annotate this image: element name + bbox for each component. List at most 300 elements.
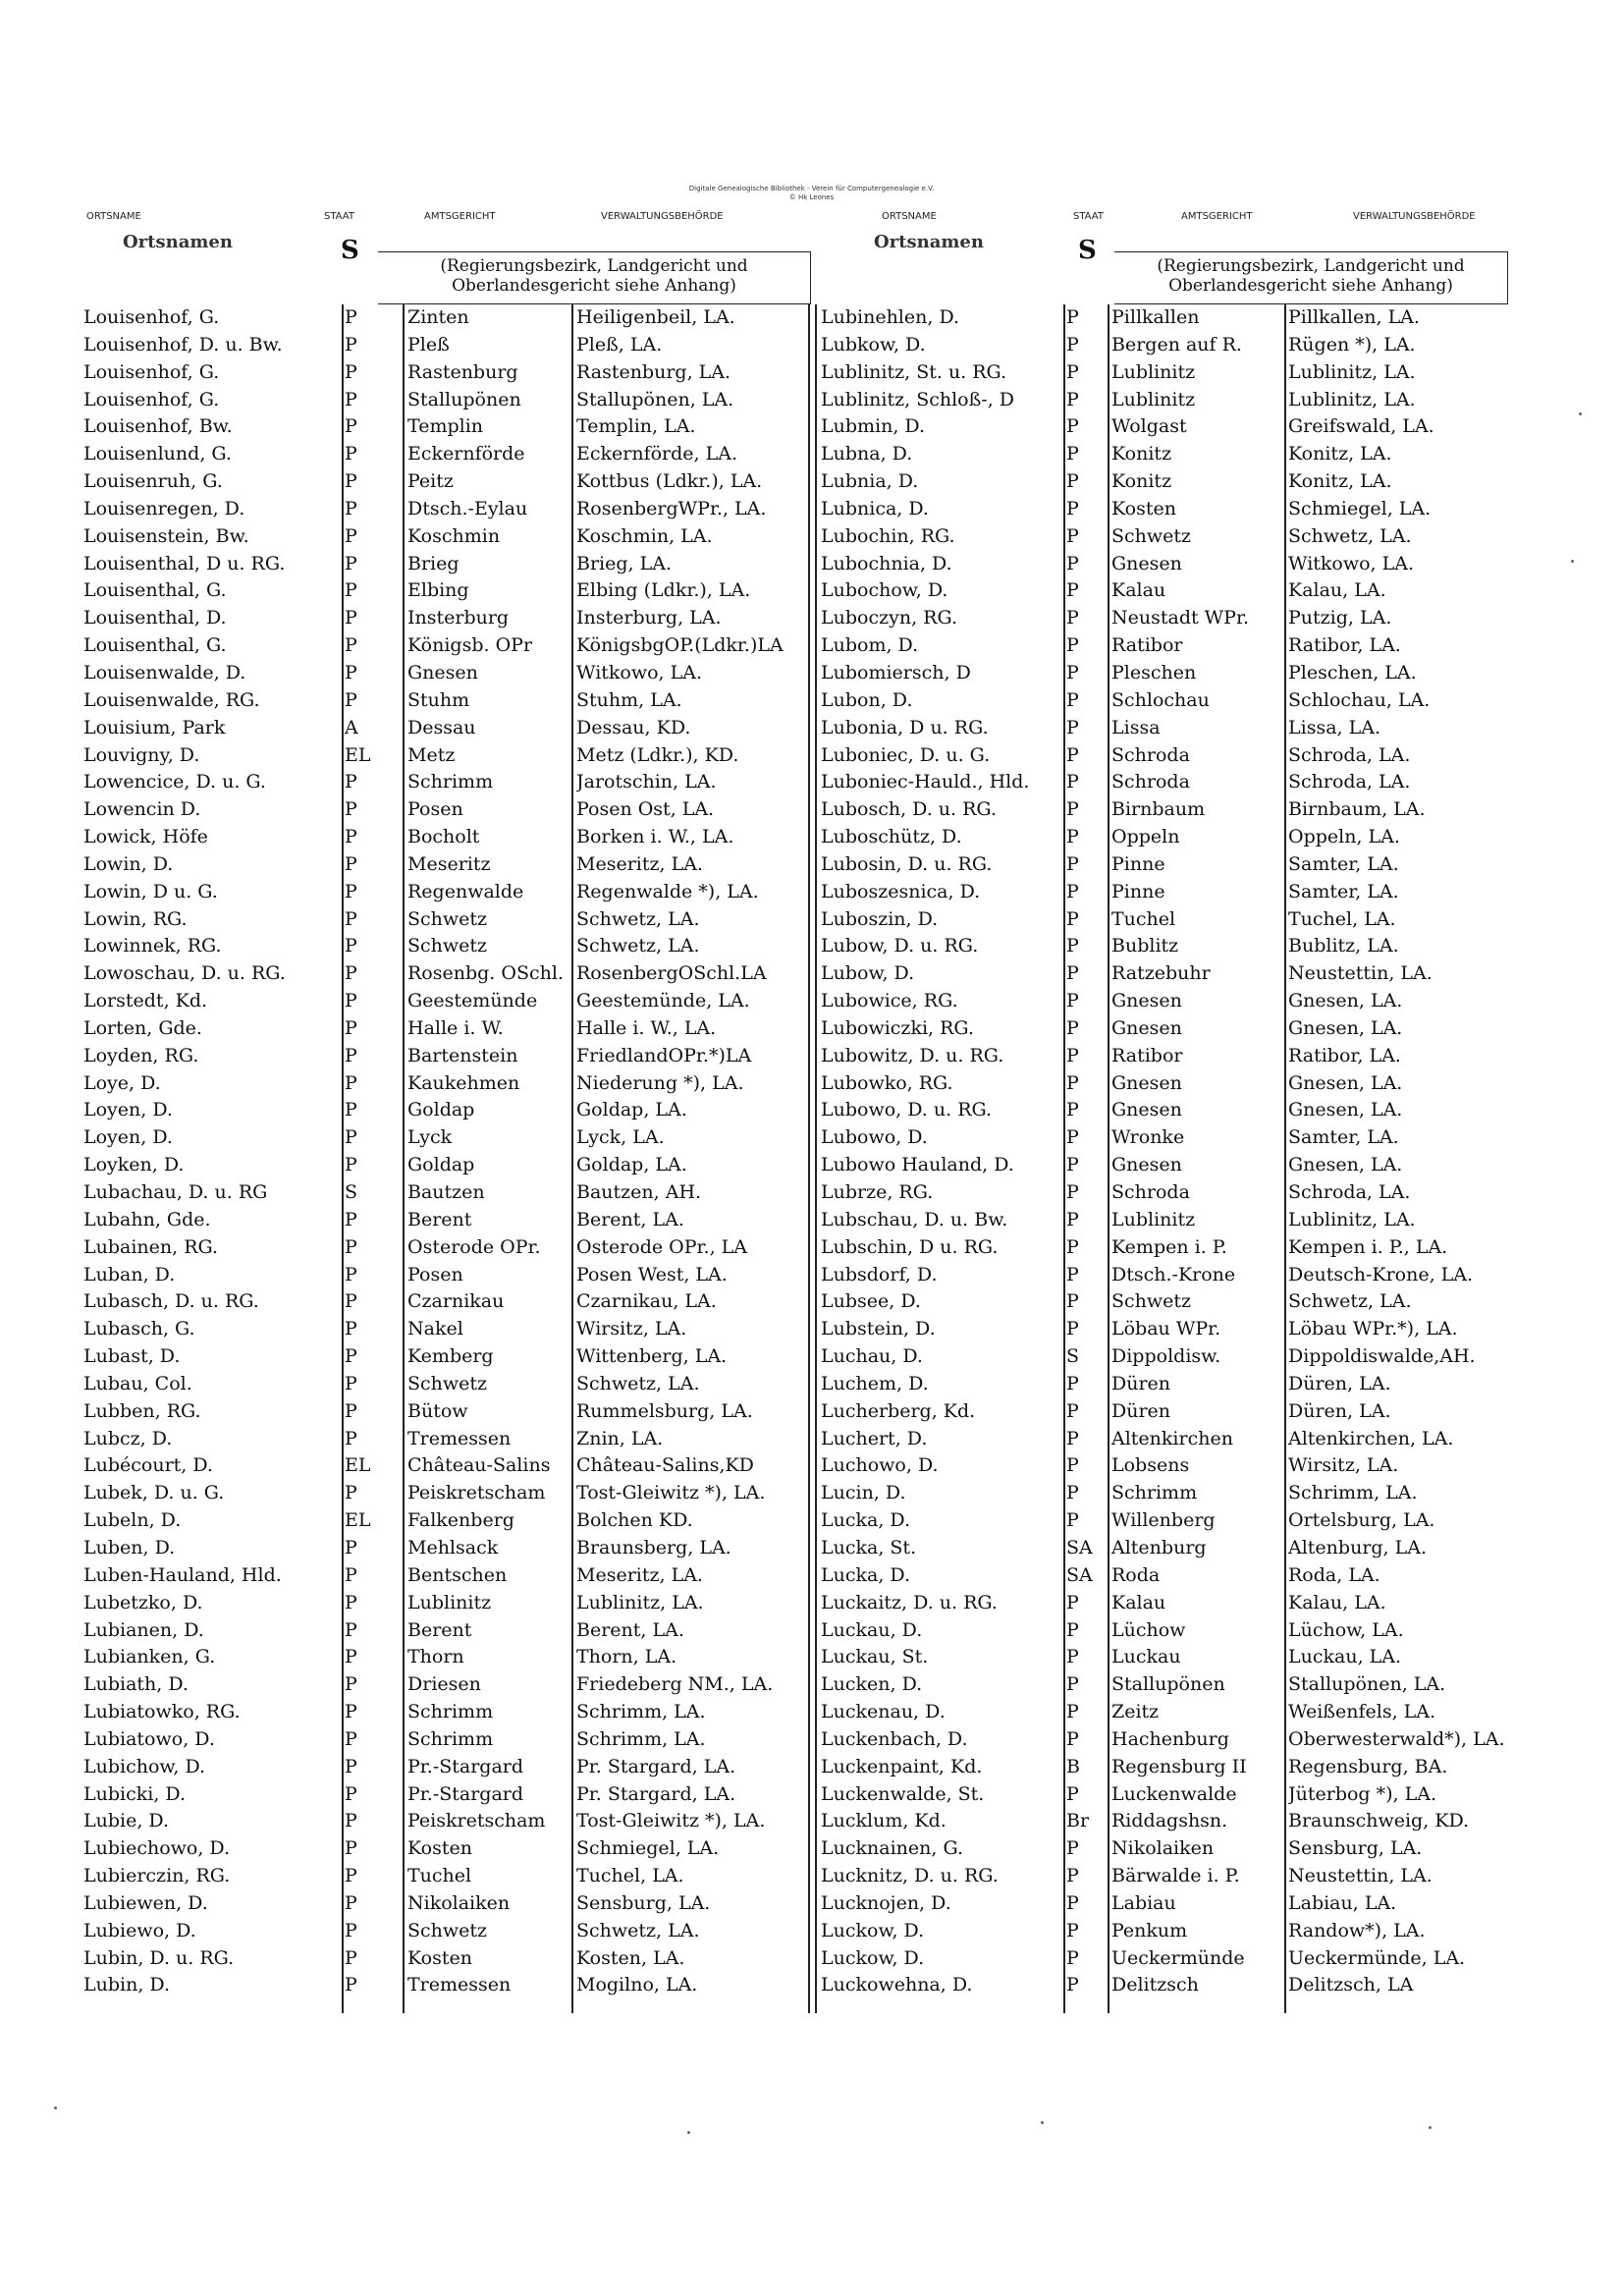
amtsgericht-cell: Luckau: [1111, 1646, 1181, 1668]
table-row: [815, 1890, 1512, 1918]
amtsgericht-cell: Pr.-Stargard: [407, 1755, 524, 1777]
ortsname-cell: Lubochin, RG.: [821, 524, 955, 547]
ortsname-cell: Luchert, D.: [821, 1427, 928, 1449]
staat-cell: P: [1066, 1235, 1079, 1258]
staat-cell: P: [1066, 1126, 1079, 1149]
amtsgericht-cell: Gnesen: [1111, 990, 1182, 1012]
verwaltung-cell: Neustettin, LA.: [1288, 1865, 1433, 1887]
verwaltung-cell: Greifswald, LA.: [1288, 415, 1434, 438]
ortsname-cell: Louisium, Park: [83, 716, 226, 738]
verwaltung-cell: FriedlandOPr.*)LA: [576, 1044, 752, 1066]
table-row: [83, 1535, 810, 1562]
table-row: [83, 1644, 810, 1671]
table-row: [83, 1097, 810, 1124]
amtsgericht-cell: Pinne: [1111, 852, 1165, 875]
ortsname-cell: Lowencin D.: [83, 798, 201, 821]
staat-cell: P: [345, 1263, 357, 1285]
amtsgericht-cell: Koschmin: [407, 524, 501, 547]
verwaltung-cell: Lüchow, LA.: [1288, 1618, 1404, 1641]
ortsname-cell: Lucknitz, D. u. RG.: [821, 1865, 999, 1887]
table-row: [815, 1671, 1512, 1699]
verwaltung-cell: Wittenberg, LA.: [576, 1345, 728, 1368]
table-row: [83, 387, 810, 414]
ortsname-cell: Lubosch, D. u. RG.: [821, 798, 997, 821]
verwaltung-cell: Schwetz, LA.: [1288, 524, 1412, 547]
ortsname-cell: Lucklum, Kd.: [821, 1810, 947, 1832]
ortsname-cell: Lubom, D.: [821, 634, 919, 657]
ortsname-cell: Lubochow, D.: [821, 579, 948, 602]
amtsgericht-cell: Peiskretscham: [407, 1810, 546, 1832]
left-half: [83, 232, 810, 1999]
table-row: [83, 1207, 810, 1234]
table-row: [83, 1699, 810, 1726]
verwaltung-cell: Stallupönen, LA.: [1288, 1673, 1446, 1696]
table-row: [815, 1179, 1512, 1207]
verwaltung-cell: Lublinitz, LA.: [1288, 360, 1416, 383]
staat-cell: P: [345, 1372, 357, 1394]
staat-cell: P: [1066, 1208, 1079, 1230]
verwaltung-cell: Delitzsch, LA: [1288, 1974, 1414, 1996]
verwaltung-cell: Osterode OPr., LA: [576, 1235, 747, 1258]
amtsgericht-cell: Willenberg: [1111, 1509, 1216, 1532]
amtsgericht-cell: Kalau: [1111, 1591, 1166, 1613]
amtsgericht-cell: Brieg: [407, 552, 460, 574]
ortsname-cell: Luckau, St.: [821, 1646, 929, 1668]
table-row: [83, 1343, 810, 1371]
staat-cell: SA: [1066, 1563, 1093, 1586]
verwaltung-cell: Metz (Ldkr.), KD.: [576, 743, 739, 766]
ortsname-cell: Lucka, D.: [821, 1563, 911, 1586]
verwaltung-cell: Lublinitz, LA.: [1288, 388, 1416, 410]
amtsgericht-cell: Czarnikau: [407, 1290, 505, 1313]
ortsname-cell: Lubiechowo, D.: [83, 1837, 231, 1860]
table-row: [815, 1398, 1512, 1426]
staat-cell: P: [1066, 935, 1079, 957]
table-row: [815, 1343, 1512, 1371]
amtsgericht-cell: Metz: [407, 743, 456, 766]
table-row: [815, 332, 1512, 359]
table-row: [83, 742, 810, 770]
staat-cell: P: [1066, 1154, 1079, 1176]
ortsname-cell: Lubiatowo, D.: [83, 1727, 215, 1750]
ortsname-cell: Luben, D.: [83, 1536, 176, 1558]
ortsname-cell: Lublinitz, Schloß-, D: [821, 388, 1015, 410]
ortsname-cell: Loye, D.: [83, 1071, 161, 1094]
ortsname-cell: Loyen, D.: [83, 1126, 173, 1149]
verwaltung-cell: Tost-Gleiwitz *), LA.: [576, 1482, 766, 1504]
verwaltung-cell: Templin, LA.: [576, 415, 696, 438]
staat-cell: P: [345, 552, 357, 574]
ortsname-cell: Louisenwalde, RG.: [83, 688, 260, 711]
amtsgericht-cell: Nakel: [407, 1318, 463, 1340]
table-row: [815, 605, 1512, 632]
verwaltung-cell: Château-Salins,KD: [576, 1454, 754, 1477]
ortsname-cell: Lubowo Hauland, D.: [821, 1154, 1014, 1176]
ortsname-cell: Lubonia, D u. RG.: [821, 716, 989, 738]
scan-speck: [1041, 2121, 1044, 2124]
amtsgericht-cell: Konitz: [1111, 443, 1172, 465]
staat-cell: P: [345, 1536, 357, 1558]
verwaltung-cell: Bolchen KD.: [576, 1509, 693, 1532]
amtsgericht-cell: Schwetz: [1111, 1290, 1192, 1313]
ortsname-cell: Louisenhof, G.: [83, 306, 220, 328]
amtsgericht-cell: Meseritz: [407, 852, 491, 875]
verwaltung-cell: Heiligenbeil, LA.: [576, 306, 735, 328]
staat-cell: P: [1066, 1071, 1079, 1094]
verwaltung-cell: Niederung *), LA.: [576, 1071, 744, 1094]
ortsname-cell: Lubsdorf, D.: [821, 1263, 938, 1285]
amtsgericht-cell: Posen: [407, 1263, 463, 1285]
verwaltung-cell: Schrimm, LA.: [576, 1727, 706, 1750]
ortsname-cell: Lubsee, D.: [821, 1290, 921, 1313]
amtsgericht-cell: Schwetz: [1111, 524, 1192, 547]
verwaltung-cell: Insterburg, LA.: [576, 607, 722, 629]
amtsgericht-cell: Driesen: [407, 1673, 481, 1696]
table-row: [815, 1754, 1512, 1781]
verwaltung-cell: Schwetz, LA.: [1288, 1290, 1412, 1313]
ortsname-cell: Lubstein, D.: [821, 1318, 936, 1340]
ortsname-cell: Luckenwalde, St.: [821, 1782, 985, 1805]
ortsname-cell: Lubcz, D.: [83, 1427, 173, 1449]
staat-cell: P: [345, 388, 357, 410]
staat-cell: P: [345, 1235, 357, 1258]
table-row: [83, 1015, 810, 1043]
verwaltung-cell: Lublinitz, LA.: [1288, 1208, 1416, 1230]
ortsname-cell: Luckaitz, D. u. RG.: [821, 1591, 998, 1613]
table-row: [815, 1097, 1512, 1124]
table-row: [83, 1945, 810, 1973]
ortsname-cell: Lubochnia, D.: [821, 552, 952, 574]
staat-cell: P: [345, 1810, 357, 1832]
ortsname-cell: Lucknainen, G.: [821, 1837, 963, 1860]
staat-cell: P: [345, 1290, 357, 1313]
staat-cell: P: [1066, 579, 1079, 602]
ortsname-cell: Lowoschau, D. u. RG.: [83, 962, 286, 985]
table-row: [83, 1179, 810, 1207]
amtsgericht-cell: Altenburg: [1111, 1536, 1207, 1558]
verwaltung-cell: Pr. Stargard, LA.: [576, 1755, 736, 1777]
verwaltung-cell: Halle i. W., LA.: [576, 1016, 717, 1039]
amtsgericht-cell: Düren: [1111, 1372, 1171, 1394]
staat-cell: P: [345, 1673, 357, 1696]
staat-cell: P: [1066, 1016, 1079, 1039]
amtsgericht-cell: Pinne: [1111, 880, 1165, 902]
amtsgericht-cell: Wolgast: [1111, 415, 1187, 438]
header-box-right-line1: (Regierungsbezirk, Landgericht und: [1157, 256, 1465, 276]
staat-cell: P: [345, 1727, 357, 1750]
table-row: [83, 523, 810, 551]
amtsgericht-cell: Schrimm: [407, 771, 494, 793]
staat-cell: P: [345, 1318, 357, 1340]
amtsgericht-cell: Templin: [407, 415, 484, 438]
table-row: [83, 1152, 810, 1179]
staat-cell: P: [1066, 524, 1079, 547]
ortsname-cell: Lubin, D. u. RG.: [83, 1946, 235, 1969]
staat-cell: P: [1066, 1919, 1079, 1941]
verwaltung-cell: Wirsitz, LA.: [1288, 1454, 1399, 1477]
section-title-right: Ortsnamen: [874, 232, 984, 252]
header-box-left: [378, 251, 811, 304]
verwaltung-cell: Lyck, LA.: [576, 1126, 665, 1149]
amtsgericht-cell: Peitz: [407, 470, 454, 493]
verwaltung-cell: RosenbergWPr., LA.: [576, 497, 767, 519]
amtsgericht-cell: Birnbaum: [1111, 798, 1206, 821]
staat-cell: P: [345, 962, 357, 985]
amtsgericht-cell: Château-Salins: [407, 1454, 551, 1477]
verwaltung-cell: Pleß, LA.: [576, 333, 663, 355]
verwaltung-cell: Pillkallen, LA.: [1288, 306, 1420, 328]
scan-speck: [1571, 560, 1574, 563]
staat-cell: P: [345, 1618, 357, 1641]
ortsname-cell: Lublinitz, St. u. RG.: [821, 360, 1007, 383]
table-row: [815, 1234, 1512, 1262]
ortsname-cell: Lucken, D.: [821, 1673, 923, 1696]
amtsgericht-cell: Kosten: [407, 1837, 472, 1860]
table-row: [815, 1781, 1512, 1809]
amtsgericht-cell: Bartenstein: [407, 1044, 518, 1066]
staat-cell: P: [345, 1016, 357, 1039]
table-row: [83, 1507, 810, 1535]
ortsname-cell: Lubomiersch, D: [821, 661, 971, 683]
ortsname-cell: Lubast, D.: [83, 1345, 181, 1368]
ortsname-cell: Luboszin, D.: [821, 907, 939, 930]
ortsname-cell: Lubinehlen, D.: [821, 306, 960, 328]
table-row: [83, 441, 810, 468]
table-row: [815, 1863, 1512, 1890]
verwaltung-cell: Mogilno, LA.: [576, 1974, 698, 1996]
staat-cell: P: [1066, 1727, 1079, 1750]
amtsgericht-cell: Kosten: [1111, 497, 1176, 519]
ortsname-cell: Louisenhof, G.: [83, 360, 220, 383]
staat-cell: P: [345, 935, 357, 957]
amtsgericht-cell: Düren: [1111, 1399, 1171, 1422]
staat-cell: P: [1066, 907, 1079, 930]
credit-line-1: Digitale Genealogische Bibliothek - Verein für Computergenealogie e.V.: [688, 185, 935, 192]
table-row: [83, 824, 810, 851]
ortsname-cell: Lubowiczki, RG.: [821, 1016, 974, 1039]
staat-cell: P: [345, 1891, 357, 1914]
amtsgericht-cell: Lublinitz: [1111, 1208, 1196, 1230]
verwaltung-cell: Berent, LA.: [576, 1208, 684, 1230]
verwaltung-cell: Putzig, LA.: [1288, 607, 1392, 629]
staat-cell: P: [1066, 1865, 1079, 1887]
staat-cell: P: [1066, 1454, 1079, 1477]
table-row: [83, 960, 810, 988]
table-row: [83, 1288, 810, 1316]
verwaltung-cell: Sensburg, LA.: [576, 1891, 711, 1914]
table-row: [815, 1945, 1512, 1973]
verwaltung-cell: Schmiegel, LA.: [1288, 497, 1432, 519]
table-row: [83, 715, 810, 742]
staat-symbol-left: S: [341, 236, 359, 265]
staat-cell: P: [345, 1427, 357, 1449]
verwaltung-cell: Kalau, LA.: [1288, 1591, 1386, 1613]
verwaltung-cell: Posen Ost, LA.: [576, 798, 715, 821]
staat-cell: P: [345, 524, 357, 547]
staat-cell: P: [345, 415, 357, 438]
verwaltung-cell: Tuchel, LA.: [1288, 907, 1396, 930]
verwaltung-cell: Altenburg, LA.: [1288, 1536, 1428, 1558]
amtsgericht-cell: Kosten: [407, 1946, 472, 1969]
ortsname-cell: Lowick, Höfe: [83, 826, 208, 848]
table-row: [815, 1835, 1512, 1863]
staat-cell: P: [1066, 1044, 1079, 1066]
amtsgericht-cell: Ratzebuhr: [1111, 962, 1211, 985]
table-row: [815, 387, 1512, 414]
verwaltung-cell: Dessau, KD.: [576, 716, 691, 738]
staat-cell: P: [1066, 1891, 1079, 1914]
amtsgericht-cell: Wronke: [1111, 1126, 1185, 1149]
verwaltung-cell: Jarotschin, LA.: [576, 771, 717, 793]
staat-cell: P: [1066, 1318, 1079, 1340]
verwaltung-cell: Koschmin, LA.: [576, 524, 713, 547]
staat-cell: P: [345, 443, 357, 465]
ortsname-cell: Louisenruh, G.: [83, 470, 223, 493]
amtsgericht-cell: Zinten: [407, 306, 469, 328]
verwaltung-cell: Goldap, LA.: [576, 1099, 687, 1121]
table-row: [815, 1152, 1512, 1179]
ortsname-cell: Louisenlund, G.: [83, 443, 232, 465]
credit-line-2: © Hk Leones: [788, 193, 835, 201]
verwaltung-cell: Jüterbog *), LA.: [1288, 1782, 1436, 1805]
verwaltung-cell: Luckau, LA.: [1288, 1646, 1402, 1668]
verwaltung-cell: Witkowo, LA.: [576, 661, 703, 683]
ortsname-cell: Lubmin, D.: [821, 415, 926, 438]
table-row: [83, 304, 810, 332]
amtsgericht-cell: Altenkirchen: [1111, 1427, 1233, 1449]
table-row: [815, 660, 1512, 687]
amtsgericht-cell: Konitz: [1111, 470, 1172, 493]
amtsgericht-cell: Löbau WPr.: [1111, 1318, 1221, 1340]
staat-cell: P: [345, 771, 357, 793]
amtsgericht-cell: Lüchow: [1111, 1618, 1186, 1641]
verwaltung-cell: Dippoldiswalde,AH.: [1288, 1345, 1476, 1368]
staat-cell: P: [345, 1701, 357, 1723]
ortsname-cell: Luboschütz, D.: [821, 826, 962, 848]
amtsgericht-cell: Regenwalde: [407, 880, 524, 902]
staat-cell: P: [1066, 1181, 1079, 1203]
ortsname-cell: Lubécourt, D.: [83, 1454, 213, 1477]
ortsname-cell: Luboniec, D. u. G.: [821, 743, 991, 766]
ortsname-cell: Lubow, D.: [821, 962, 915, 985]
ortsname-cell: Lubichow, D.: [83, 1755, 206, 1777]
staat-cell: P: [345, 1865, 357, 1887]
table-row: [83, 1562, 810, 1590]
verwaltung-cell: Altenkirchen, LA.: [1288, 1427, 1454, 1449]
verwaltung-cell: Löbau WPr.*), LA.: [1288, 1318, 1458, 1340]
staat-cell: P: [345, 852, 357, 875]
amtsgericht-cell: Gnesen: [1111, 1071, 1182, 1094]
table-row: [815, 824, 1512, 851]
amtsgericht-cell: Bärwalde i. P.: [1111, 1865, 1240, 1887]
staat-cell: P: [1066, 826, 1079, 848]
amtsgericht-cell: Kalau: [1111, 579, 1166, 602]
ortsname-cell: Loyen, D.: [83, 1099, 173, 1121]
amtsgericht-cell: Lissa: [1111, 716, 1161, 738]
verwaltung-cell: Schlochau, LA.: [1288, 688, 1431, 711]
amtsgericht-cell: Bublitz: [1111, 935, 1179, 957]
ortsname-cell: Lubschau, D. u. Bw.: [821, 1208, 1008, 1230]
amtsgericht-cell: Falkenberg: [407, 1509, 514, 1532]
table-row: [815, 1644, 1512, 1671]
verwaltung-cell: Pleschen, LA.: [1288, 661, 1417, 683]
staat-cell: P: [1066, 470, 1079, 493]
verwaltung-cell: Deutsch-Krone, LA.: [1288, 1263, 1474, 1285]
ortsname-cell: Lowin, RG.: [83, 907, 188, 930]
verwaltung-cell: Braunsberg, LA.: [576, 1536, 731, 1558]
ortsname-cell: Louisenhof, D. u. Bw.: [83, 333, 283, 355]
staat-cell: P: [345, 1837, 357, 1860]
table-row: [83, 1398, 810, 1426]
amtsgericht-cell: Mehlsack: [407, 1536, 499, 1558]
staat-cell: P: [345, 1563, 357, 1586]
table-row: [815, 1207, 1512, 1234]
amtsgericht-cell: Pillkallen: [1111, 306, 1200, 328]
right-half: [815, 232, 1512, 1999]
section-title-left: Ortsnamen: [123, 232, 233, 252]
col-verwaltung-left: VERWALTUNGSBEHÖRDE: [601, 211, 724, 222]
staat-cell: P: [345, 1919, 357, 1941]
staat-cell: P: [1066, 716, 1079, 738]
staat-cell: P: [1066, 1290, 1079, 1313]
ortsname-cell: Lubrze, RG.: [821, 1181, 934, 1203]
table-row: [83, 1671, 810, 1699]
ortsname-cell: Lubasch, G.: [83, 1318, 195, 1340]
ortsname-cell: Luban, D.: [83, 1263, 176, 1285]
ortsname-cell: Lubiath, D.: [83, 1673, 189, 1696]
table-row: [815, 468, 1512, 496]
table-row: [83, 1726, 810, 1754]
staat-cell: P: [1066, 1837, 1079, 1860]
ortsname-cell: Lucin, D.: [821, 1482, 906, 1504]
verwaltung-cell: Elbing (Ldkr.), LA.: [576, 579, 751, 602]
verwaltung-cell: Tuchel, LA.: [576, 1865, 684, 1887]
staat-cell: P: [1066, 552, 1079, 574]
ortsname-cell: Luckenpaint, Kd.: [821, 1755, 983, 1777]
staat-cell: P: [1066, 962, 1079, 985]
staat-cell: EL: [345, 743, 371, 766]
verwaltung-cell: Goldap, LA.: [576, 1154, 687, 1176]
table-row: [83, 1124, 810, 1152]
staat-cell: P: [1066, 1263, 1079, 1285]
amtsgericht-cell: Penkum: [1111, 1919, 1188, 1941]
amtsgericht-cell: Bocholt: [407, 826, 480, 848]
ortsname-cell: Luchowo, D.: [821, 1454, 939, 1477]
table-row: [815, 1972, 1512, 1999]
ortsname-cell: Louisenregen, D.: [83, 497, 245, 519]
table-row: [83, 1617, 810, 1645]
verwaltung-cell: Ratibor, LA.: [1288, 634, 1401, 657]
table-row: [815, 304, 1512, 332]
amtsgericht-cell: Tuchel: [407, 1865, 472, 1887]
verwaltung-cell: Kalau, LA.: [1288, 579, 1386, 602]
staat-cell: Br: [1066, 1810, 1090, 1832]
staat-cell: S: [345, 1181, 358, 1203]
col-verwaltung-right: VERWALTUNGSBEHÖRDE: [1353, 211, 1476, 222]
col-ortsname-right: ORTSNAME: [882, 211, 937, 222]
ortsname-cell: Lowinnek, RG.: [83, 935, 222, 957]
amtsgericht-cell: Schwetz: [407, 1919, 488, 1941]
verwaltung-cell: Gnesen, LA.: [1288, 1071, 1403, 1094]
staat-cell: P: [345, 470, 357, 493]
amtsgericht-cell: Eckernförde: [407, 443, 525, 465]
amtsgericht-cell: Rosenbg. OSchl.: [407, 962, 564, 985]
table-row: [815, 1726, 1512, 1754]
amtsgericht-cell: Stallupönen: [1111, 1673, 1225, 1696]
table-row: [83, 332, 810, 359]
ortsname-cell: Lubowice, RG.: [821, 990, 958, 1012]
staat-cell: P: [345, 907, 357, 930]
